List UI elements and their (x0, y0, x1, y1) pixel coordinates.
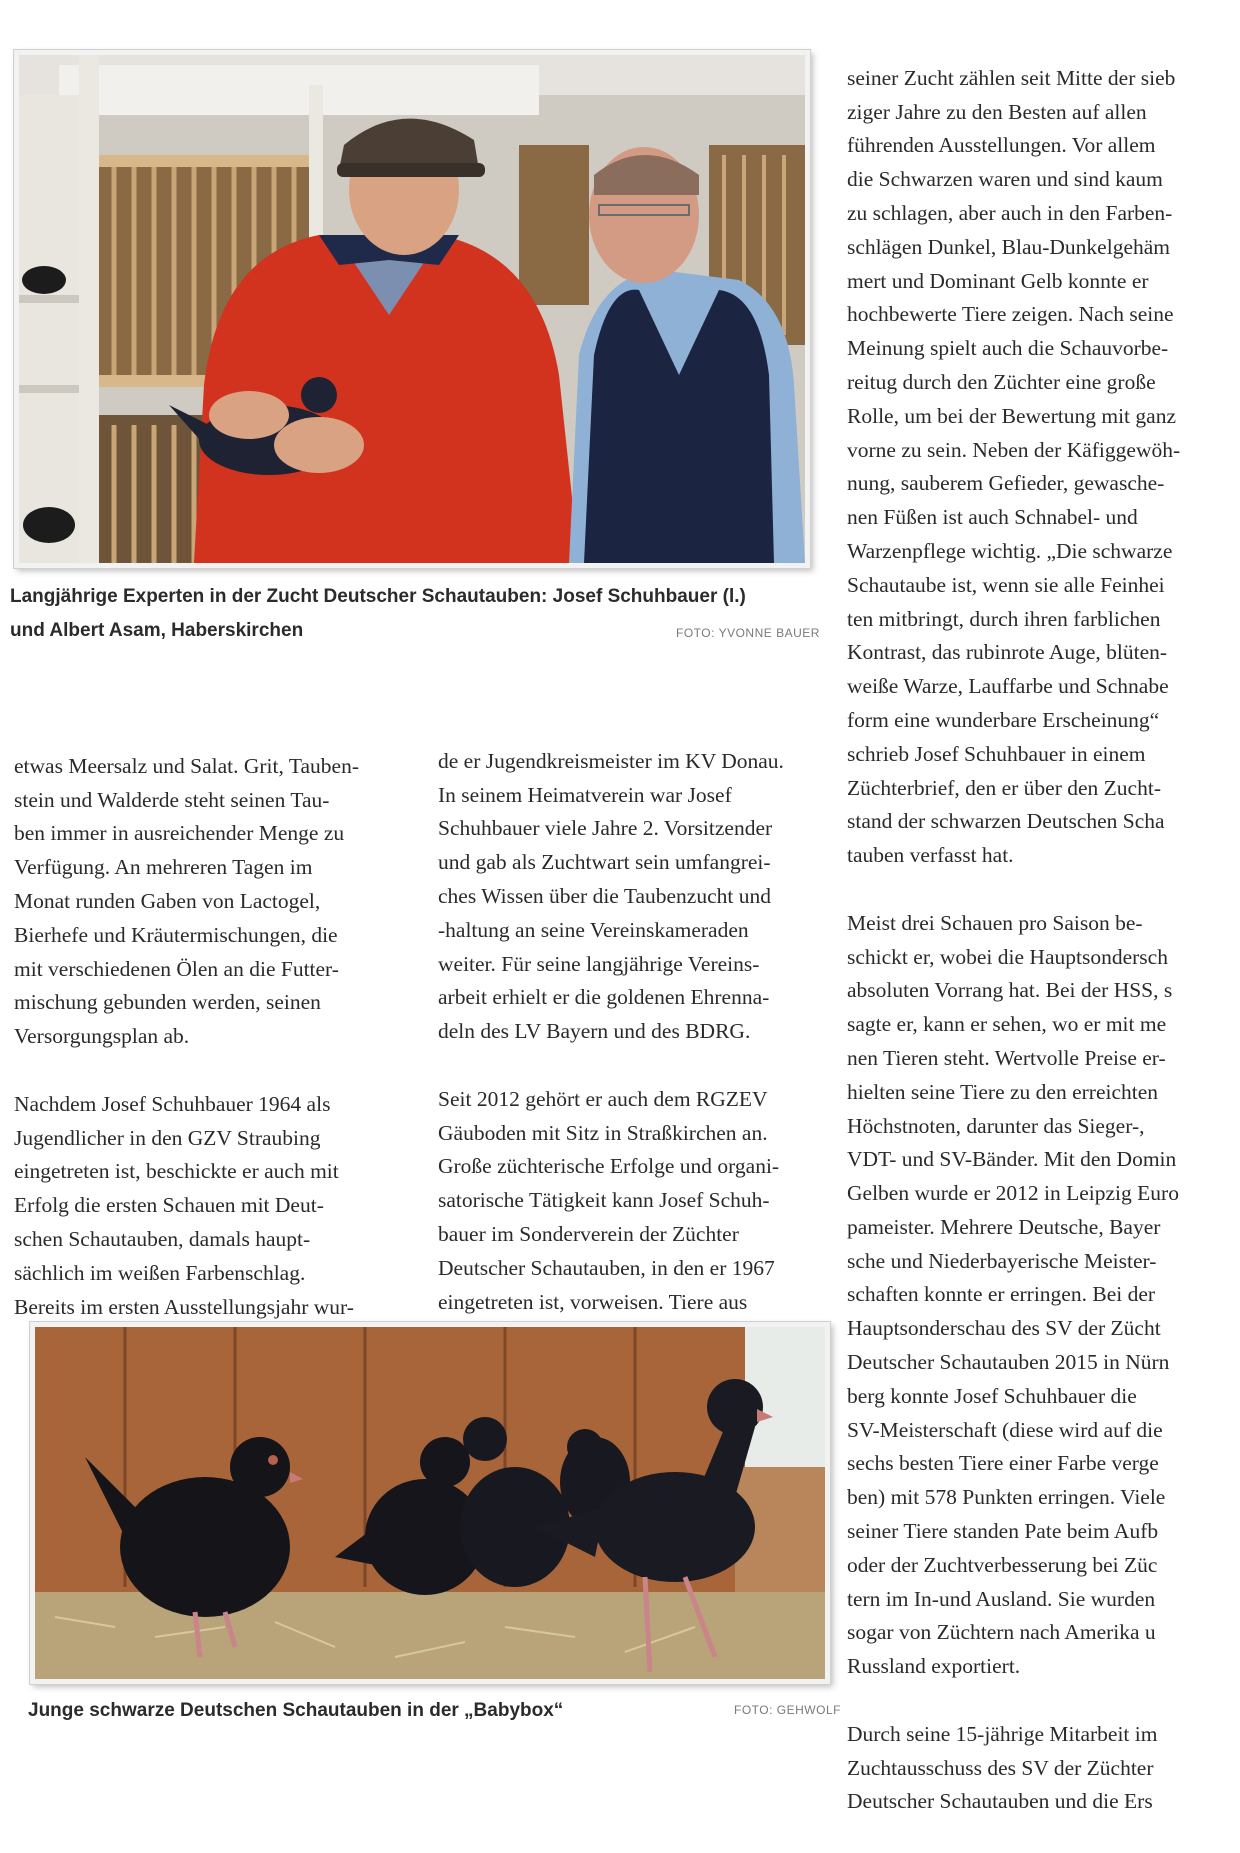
paragraph: seiner Zucht zählen seit Mitte der sieb ziger Jahre zu den Besten auf allen führenden Ausstellungen. Vor allem die Schwarzen waren und sind kaum zu schlagen, aber auch in den Farben- schlägen Dunkel, Blau-Dunkelgehäm mert und Dominant Gelb konnte er hochbewerte Tiere zeigen. Nach seine Meinung spielt auch die Schauvorbe- reitug durch den Züchter eine große Rolle, um bei der Bewertung mit ganz vorne zu sein. Neben der Käfiggewöh- nung, sauberem Gefieder, gewasche- nen Füßen ist auch Schnabel- und Warzenpflege wichtig. „Die schwarze Schautaube ist, wenn sie alle Feinhei ten mitbringt, durch ihren farblichen Kontrast, das rubinrote Auge, blüten- weiße Warze, Lauffarbe und Schnabe form eine wunderbare Erscheinung“ schrieb Josef Schuhbauer in einem Züchterbrief, den er über den Zucht- stand der schwarzen Deutschen Scha tauben verfasst hat. (847, 65, 1181, 868)
photo2-caption: Junge schwarze Deutschen Schautauben in der „Babybox“ (28, 1700, 564, 1721)
paragraph: Durch seine 15-jährige Mitarbeit im Zuchtausschuss des SV der Züchter Deutscher Schautauben und die Ers (847, 1721, 1158, 1814)
photo-breeders (14, 50, 810, 568)
column-right (847, 28, 1240, 1853)
breeders-image (19, 55, 805, 563)
paragraph: etwas Meersalz und Salat. Grit, Tauben- stein und Walderde steht seinen Tau- ben immer in ausreichender Menge zu Verfügung. An mehreren Tagen im Monat runden Gaben von Lactogel, Bierhefe und Kräutermischungen, die mit verschiedenen Ölen an die Futter- mischung gebunden werden, seinen Versorgungsplan ab. (14, 753, 359, 1049)
paragraph: Meist drei Schauen pro Saison be- schickt er, wobei die Hauptsondersch absoluten Vorrang hat. Bei der HSS, s sagte er, kann er sehen, wo er mit me nen Tieren steht. Wertvolle Preise er- hielten seine Tiere zu den erreichten Höchstnoten, darunter das Sieger-, VDT- und SV-Bänder. Mit den Domin Gelben wurde er 2012 in Leipzig Euro pameister. Mehrere Deutsche, Bayer sche und Niederbayerische Meister- schaften konnte er erringen. Bei der Hauptsonderschau des SV der Zücht Deutscher Schautauben 2015 in Nürn berg konnte Josef Schuhbauer die SV-Meisterschaft (diese wird auf die sechs besten Tiere einer Farbe verge ben) mit 578 Punkten erringen. Viele seiner Tiere standen Pate beim Aufb oder der Zuchtverbesserung bei Züc tern im In-und Ausland. Sie wurden sogar von Züchtern nach Amerika u Russland exportiert. (847, 910, 1179, 1679)
photo1-credit: FOTO: YVONNE BAUER (676, 626, 820, 640)
photo-pigeons (30, 1322, 830, 1684)
paragraph: Nachdem Josef Schuhbauer 1964 als Jugendlicher in den GZV Straubing eingetreten ist, beschickte er auch mit Erfolg die ersten Schauen mit Deut- schen Schautauben, damals haupt- sächlich im weißen Farbenschlag. Bereits im ersten Ausstellungsjahr wur- (14, 1091, 354, 1319)
paragraph: de er Jugendkreismeister im KV Donau. In seinem Heimatverein war Josef Schuhbauer viele Jahre 2. Vorsitzender und gab als Zuchtwart sein umfangrei- ches Wissen über die Taubenzucht und -haltung an seine Vereinskameraden weiter. Für seine langjährige Vereins- arbeit erhielt er die goldenen Ehrenna- deln des LV Bayern und des BDRG. (438, 748, 784, 1044)
paragraph: Seit 2012 gehört er auch dem RGZEV Gäuboden mit Sitz in Straßkirchen an. Große züchterische Erfolge und organi- satorische Tätigkeit kann Josef Schuh- bauer im Sonderverein der Züchter Deutscher Schautauben, in den er 1967 eingetreten ist, vorweisen. Tiere aus (438, 1086, 780, 1314)
column-left (14, 716, 414, 1358)
photo1-caption: Langjährige Experten in der Zucht Deutscher Schautauben: Josef Schuhbauer (l.) und Albert Asam, Haberskirchen (10, 586, 746, 641)
photo2-credit: FOTO: GEHWOLF (734, 1703, 841, 1717)
pigeons-image (35, 1327, 825, 1679)
column-middle (438, 711, 843, 1353)
